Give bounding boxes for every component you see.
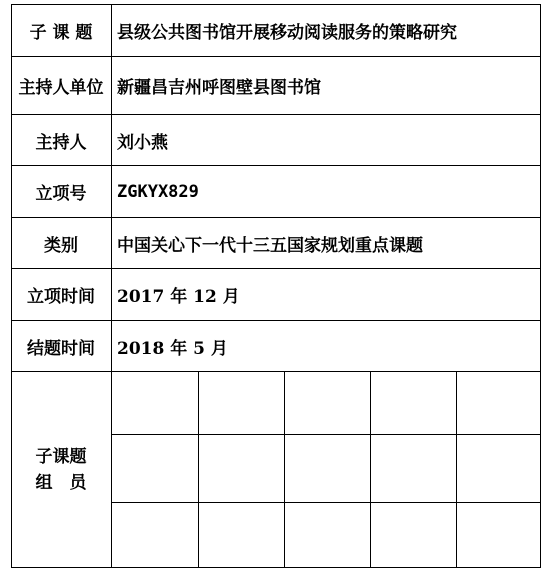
value-end-date: 2018 年 5 月 [117, 338, 228, 359]
member-cell [199, 503, 284, 568]
member-cell [371, 372, 456, 434]
label-subproject: 子 课 题 [29, 22, 93, 43]
value-host: 刘小燕 [117, 132, 168, 153]
member-cell [285, 503, 370, 568]
member-cell [199, 372, 284, 434]
member-cell [112, 435, 198, 502]
label-host: 主持人 [35, 132, 87, 153]
member-cell [457, 372, 541, 434]
value-subproject: 县级公共图书馆开展移动阅读服务的策略研究 [117, 22, 457, 43]
label-end-date: 结题时间 [27, 338, 95, 359]
member-cell [199, 435, 284, 502]
members-label-line1: 子课题 [35, 447, 87, 467]
value-project-number: ZGKYX829 [117, 181, 199, 202]
value-host-unit: 新疆昌吉州呼图壁县图书馆 [117, 78, 321, 98]
members-label [11, 372, 111, 568]
member-cell [371, 503, 456, 568]
member-cell [112, 372, 198, 434]
label-category: 类别 [44, 235, 78, 256]
members-label-line2: 组 员 [35, 473, 87, 493]
project-info-table [11, 4, 541, 568]
label-start-date: 立项时间 [27, 287, 95, 307]
value-category: 中国关心下一代十三五国家规划重点课题 [117, 235, 423, 256]
member-cell [285, 435, 370, 502]
member-cell [285, 372, 370, 434]
label-host-unit: 主持人单位 [18, 78, 104, 98]
member-cell [457, 435, 541, 502]
member-cell [457, 503, 541, 568]
label-project-number: 立项号 [35, 184, 87, 204]
member-cell [371, 435, 456, 502]
member-cell [112, 503, 198, 568]
value-start-date: 2017 年 12 月 [117, 287, 240, 307]
